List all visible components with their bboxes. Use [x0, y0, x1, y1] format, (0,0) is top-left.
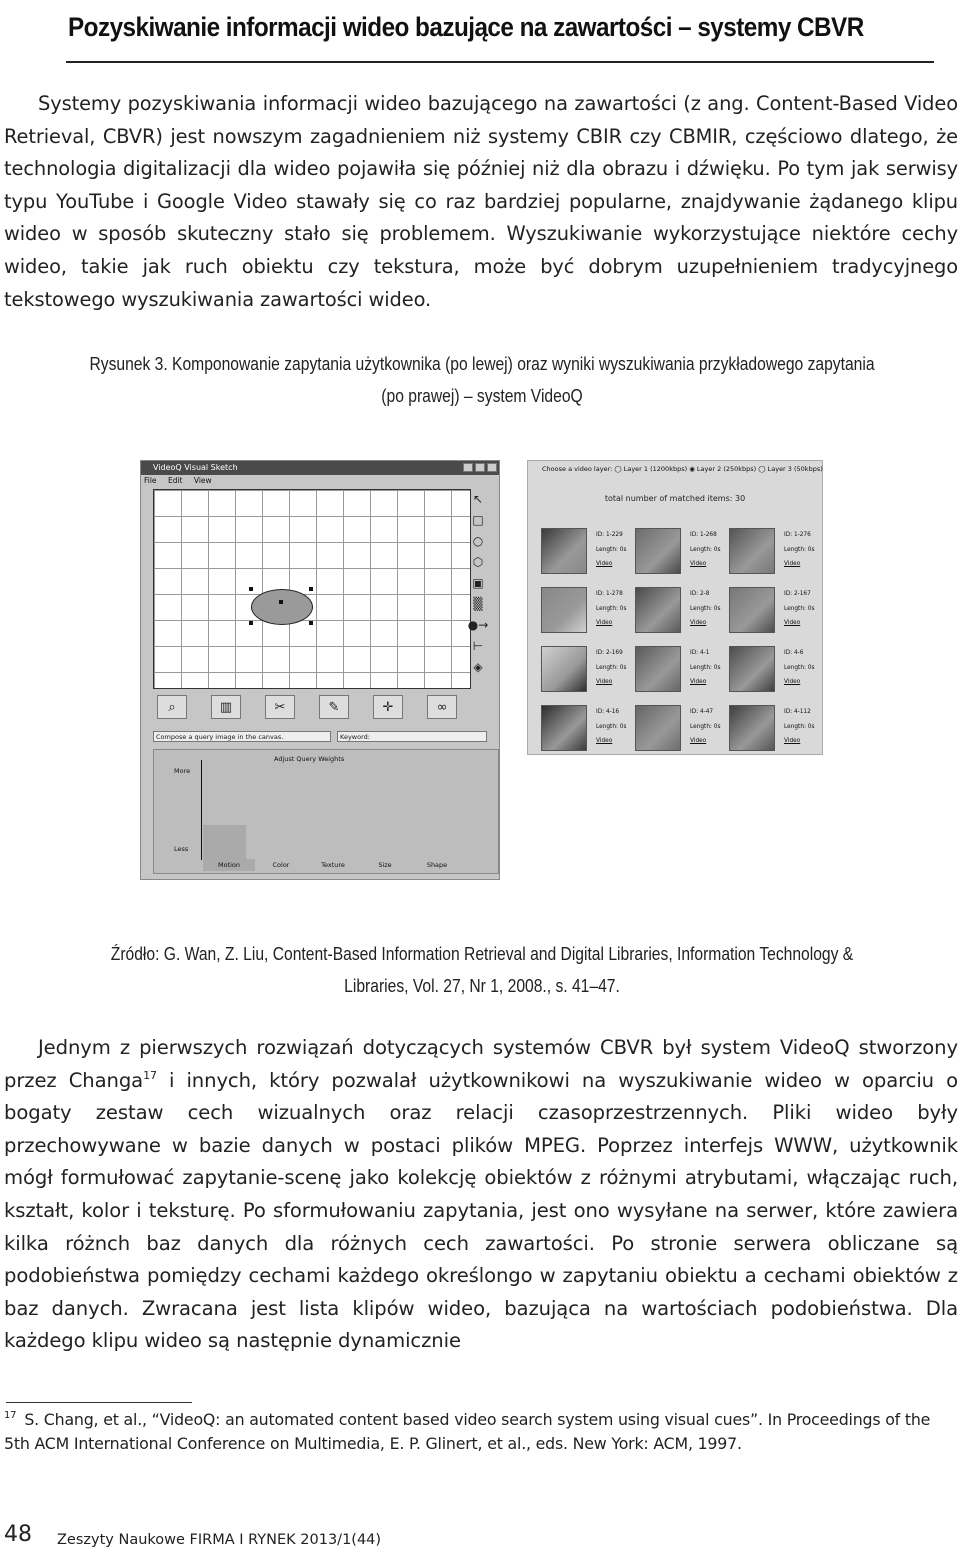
result-item	[541, 584, 635, 643]
weight-size: Size	[378, 861, 392, 869]
search-icon: ⌕	[157, 695, 187, 719]
move-icon: ✛	[373, 695, 403, 719]
video-thumbnail[interactable]	[635, 587, 681, 633]
menu-edit: Edit	[167, 476, 183, 485]
result-id: ID: 2-169	[596, 650, 623, 656]
result-id: ID: 4-6	[784, 650, 804, 656]
result-length: Length: 0s	[596, 664, 627, 671]
close-icon	[487, 463, 497, 472]
window-titlebar	[141, 461, 499, 475]
video-link[interactable]: Video	[596, 738, 613, 744]
selection-handle	[309, 587, 313, 591]
result-length: Length: 0s	[690, 605, 721, 612]
result-info	[784, 646, 815, 690]
result-id: ID: 1-268	[690, 532, 717, 538]
action-toolbar	[157, 695, 477, 721]
selection-handle	[309, 621, 313, 625]
weight-motion: Motion	[203, 859, 255, 871]
search-results-panel	[527, 460, 823, 755]
result-id: ID: 1-278	[596, 591, 623, 597]
selection-handle	[249, 621, 253, 625]
result-length: Length: 0s	[596, 605, 627, 612]
matched-items-count: total number of matched items: 30	[604, 494, 746, 503]
video-layer-chooser: Choose a video layer: ◯ Layer 1 (1200kbps) ◉ Layer 2 (250kbps) ◯ Layer 3 (50kbps)	[542, 465, 823, 473]
result-info	[596, 528, 627, 572]
video-link[interactable]: Video	[690, 679, 707, 685]
motion-tool-icon: ●→	[467, 618, 489, 632]
result-length: Length: 0s	[596, 546, 627, 553]
sketch-object-ellipse	[251, 589, 313, 625]
result-info	[784, 587, 815, 631]
result-id: ID: 4-16	[596, 709, 620, 715]
video-link[interactable]: Video	[690, 738, 707, 744]
result-id: ID: 2-8	[690, 591, 710, 597]
paragraph-text: Jednym z pierwszych rozwiązań dotyczących systemów CBVR był system VideoQ stworzony przez Changa	[4, 1036, 958, 1092]
result-info	[596, 705, 627, 749]
less-label: Less	[174, 845, 189, 853]
footnote	[4, 1408, 958, 1456]
result-item	[541, 643, 635, 702]
result-info	[596, 646, 627, 690]
footnote-rule	[6, 1402, 192, 1403]
footnote-reference: 17	[143, 1068, 157, 1082]
minimize-icon	[463, 463, 473, 472]
result-item	[541, 702, 635, 761]
result-length: Length: 0s	[784, 605, 815, 612]
weight-color: Color	[272, 861, 290, 869]
video-thumbnail[interactable]	[541, 528, 587, 574]
section-heading: Pozyskiwanie informacji wideo bazujące na zawartości – systemy CBVR	[68, 12, 864, 42]
menu-view: View	[193, 476, 212, 485]
color-tool-icon: ▣	[472, 576, 484, 590]
footnote-text: S. Chang, et al., “VideoQ: an automated content based video search system using visual cues”. In Proceedings of the 5th ACM International Conference on Multimedia, E. P. Glinert, et al., eds. New York: ACM, 1997.	[4, 1410, 931, 1453]
result-id: ID: 4-47	[690, 709, 714, 715]
menu-file: File	[144, 476, 157, 485]
intro-paragraph: Systemy pozyskiwania informacji wideo bazującego na zawartości (z ang. Content-Based Video Retrieval, CBVR) jest nowszym zagadnieniem niż systemy CBIR czy CBMIR, częściowo dlatego, że technologia digitalizacji dla wideo pojawiła się później niż dla obrazu i dźwięku. Po tym jak serwisy typu YouTube i Google Video stawały się co raz bardziej popularne, znajdywanie żądanego klipu wideo w sposób skuteczny stało się problemem. Wyszukiwanie wykorzystujące niektóre cechy wideo, takie jak ruch obiektu czy tekstura, może być dobrym uzupełnieniem tradycyjnego tekstowego wyszukiwania zawartości wideo.	[4, 92, 958, 311]
result-length: Length: 0s	[690, 664, 721, 671]
glasses-icon: ∞	[427, 695, 457, 719]
compose-hint: Compose a query image in the canvas.	[153, 731, 331, 742]
shape-tool-icon: ◈	[473, 660, 483, 674]
window-controls	[463, 463, 497, 472]
heading-rule	[66, 61, 934, 63]
result-item	[635, 584, 729, 643]
keyword-label: Keyword:	[337, 731, 487, 742]
motion-weight-bar	[203, 825, 246, 860]
result-id: ID: 4-1	[690, 650, 710, 656]
video-thumbnail[interactable]	[729, 528, 775, 574]
result-info	[690, 587, 721, 631]
video-link[interactable]: Video	[596, 620, 613, 626]
result-item	[541, 525, 635, 584]
video-link[interactable]: Video	[596, 679, 613, 685]
result-id: ID: 2-167	[784, 591, 811, 597]
window-title: VideoQ Visual Sketch	[153, 463, 238, 472]
video-thumbnail[interactable]	[541, 705, 587, 751]
video-link[interactable]: Video	[784, 561, 801, 567]
video-link[interactable]: Video	[784, 620, 801, 626]
video-thumbnail[interactable]	[541, 587, 587, 633]
result-item	[729, 643, 823, 702]
result-length: Length: 0s	[690, 546, 721, 553]
size-tool-icon: ⊢	[472, 639, 484, 653]
paragraph-text: i innych, który pozwalał użytkownikowi na wyszukiwanie wideo w oparciu o bogaty zestaw cech wizualnych oraz relacji czasoprzestrzennych. Pliki wideo były przechowywane w bazie danych w postaci plików MPEG. Poprzez interfejs WWW, użytkownik mógł formułować zapytanie-scenę jako kolekcję obiektów z różnymi atrybutami, włączając ruch, kształt, kolor i teksturę. Po sformułowaniu zapytania, jest ono wysyłane na serwer, które zawiera kilka różnch baz danych dla różnych cech zawartości. Po stronie serwera obliczane są podobieństwa pomiędzy cechami każdego określongo w zapytaniu obiektu a cechami obiektów z baz danych. Zwracana jest lista klipów wideo, bazująca na wartościach podobieństwa. Dla każdego klipu wideo są następnie dynamicznie	[4, 1068, 958, 1353]
more-label: More	[174, 767, 191, 775]
result-item	[635, 525, 729, 584]
tool-palette	[467, 489, 489, 687]
chart-icon: ▥	[211, 695, 241, 719]
video-thumbnail[interactable]	[729, 587, 775, 633]
polygon-tool-icon: ⬡	[472, 555, 484, 569]
result-length: Length: 0s	[784, 546, 815, 553]
weight-labels	[203, 859, 493, 871]
video-thumbnail[interactable]	[635, 646, 681, 692]
journal-title: Zeszyty Naukowe FIRMA I RYNEK 2013/1(44)	[57, 1532, 382, 1548]
video-link[interactable]: Video	[784, 679, 801, 685]
result-item	[635, 643, 729, 702]
video-thumbnail[interactable]	[635, 528, 681, 574]
sketch-canvas	[153, 489, 471, 689]
result-id: ID: 1-229	[596, 532, 623, 538]
result-length: Length: 0s	[690, 723, 721, 730]
menu-bar	[141, 475, 499, 487]
result-info	[784, 705, 815, 749]
result-info	[690, 705, 721, 749]
maximize-icon	[475, 463, 485, 472]
results-grid	[541, 525, 823, 761]
selection-handle	[279, 600, 283, 604]
rectangle-tool-icon: □	[472, 513, 484, 527]
footnote-number: 17	[4, 1410, 17, 1421]
video-thumbnail[interactable]	[541, 646, 587, 692]
video-link[interactable]: Video	[690, 561, 707, 567]
result-id: ID: 1-276	[784, 532, 811, 538]
ellipse-tool-icon: ○	[472, 534, 484, 548]
result-item	[729, 702, 823, 761]
figure-caption: Rysunek 3. Komponowanie zapytania użytkownika (po lewej) oraz wyniki wyszukiwania przykładowego zapytania (po prawej) – system VideoQ	[89, 354, 875, 406]
result-info	[784, 528, 815, 572]
video-link[interactable]: Video	[596, 561, 613, 567]
edit-icon: ✎	[319, 695, 349, 719]
weights-title: Adjust Query Weights	[274, 755, 345, 763]
weight-texture: Texture	[321, 861, 345, 869]
video-link[interactable]: Video	[690, 620, 707, 626]
query-weights-panel	[153, 749, 499, 874]
weights-axis	[201, 760, 202, 860]
result-info	[690, 528, 721, 572]
video-thumbnail[interactable]	[729, 705, 775, 751]
texture-tool-icon: ▒	[473, 597, 483, 611]
result-id: ID: 4-112	[784, 709, 811, 715]
result-info	[690, 646, 721, 690]
result-item	[729, 584, 823, 643]
scissors-icon: ✂	[265, 695, 295, 719]
result-item	[729, 525, 823, 584]
page-number: 48	[4, 1522, 32, 1547]
videoq-sketch-window	[140, 460, 500, 880]
result-item	[635, 702, 729, 761]
weight-shape: Shape	[426, 861, 448, 869]
result-length: Length: 0s	[784, 664, 815, 671]
videoq-paragraph	[4, 1032, 958, 1358]
pointer-icon: ↖	[472, 492, 484, 506]
result-info	[596, 587, 627, 631]
source-caption: Źródło: G. Wan, Z. Liu, Content-Based Information Retrieval and Digital Libraries, Information Technology & Libraries, Vol. 27, Nr 1, 2008., s. 41–47.	[110, 944, 854, 996]
video-thumbnail[interactable]	[635, 705, 681, 751]
video-thumbnail[interactable]	[729, 646, 775, 692]
result-length: Length: 0s	[784, 723, 815, 730]
result-length: Length: 0s	[596, 723, 627, 730]
selection-handle	[249, 587, 253, 591]
video-link[interactable]: Video	[784, 738, 801, 744]
